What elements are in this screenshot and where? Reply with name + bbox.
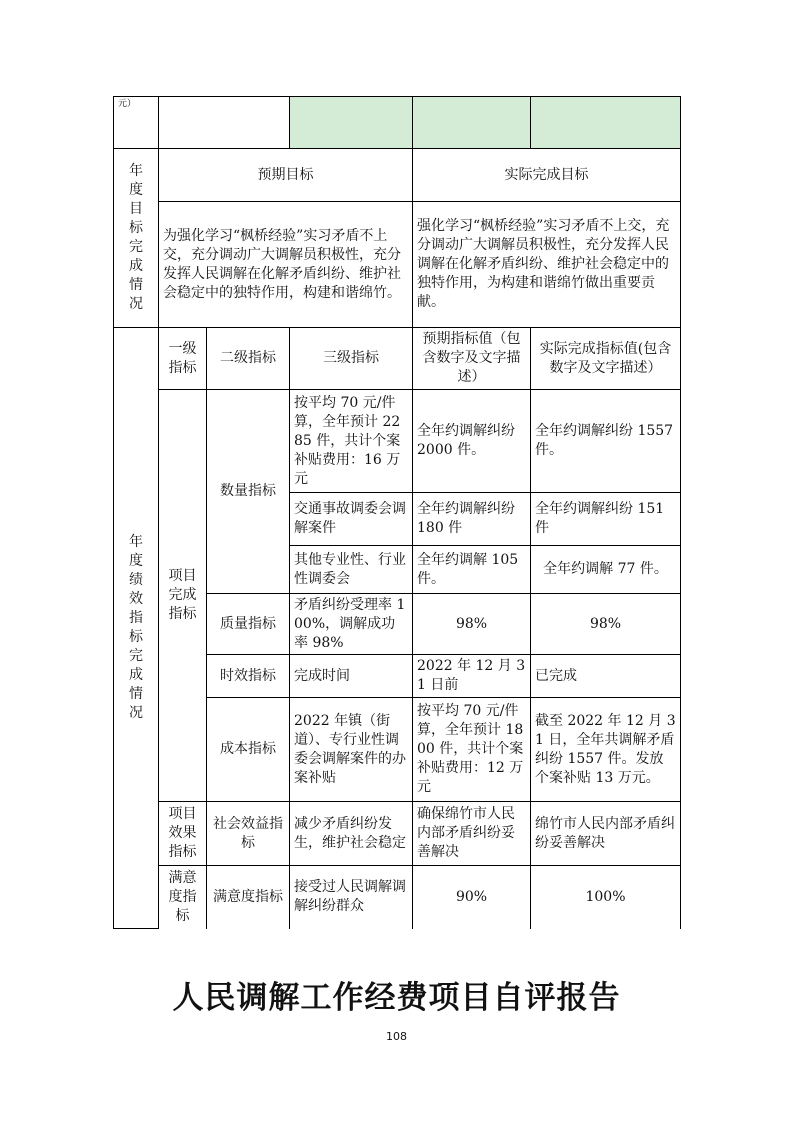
expected-value-header: 预期指标值（包含数字及文字描述） bbox=[413, 328, 531, 390]
level3-cell: 2022 年镇（街道）、专行业性调委会调解案件的办案补贴 bbox=[290, 698, 413, 802]
top-row-green-cell-2 bbox=[413, 97, 531, 149]
table-row bbox=[114, 866, 681, 929]
level3-header: 三级指标 bbox=[290, 328, 413, 390]
performance-side-label: 年 度 绩 效 指 标 完 成 情 况 bbox=[114, 328, 159, 929]
social-benefit-indicator-label: 社会效益指标 bbox=[207, 802, 290, 866]
level3-cell: 减少矛盾纠纷发生，维护社会稳定 bbox=[290, 802, 413, 866]
actual-value-cell: 绵竹市人民内部矛盾纠纷妥善解决 bbox=[531, 802, 681, 866]
satisfaction-indicator-label: 满意度指标 bbox=[207, 866, 290, 929]
level3-cell: 接受过人民调解调解纠纷群众 bbox=[290, 866, 413, 929]
top-row-label: 元） bbox=[114, 97, 159, 149]
effect-group-label: 项目效果指标 bbox=[159, 802, 207, 866]
indicator-header-row bbox=[114, 328, 681, 390]
expected-value-cell: 98% bbox=[413, 594, 531, 655]
expected-value-cell: 按平均 70 元/件算，全年预计 1800 件，共计个案补贴费用：12 万元 bbox=[413, 698, 531, 802]
actual-goal-header: 实际完成目标 bbox=[413, 149, 681, 202]
expected-value-cell: 全年约调解 105 件。 bbox=[413, 546, 531, 594]
top-row-blank-cell bbox=[159, 97, 290, 149]
expected-value-cell: 2022 年 12 月 31 日前 bbox=[413, 655, 531, 698]
expected-value-cell: 确保绵竹市人民内部矛盾纠纷妥善解决 bbox=[413, 802, 531, 866]
goals-content-row bbox=[114, 202, 681, 328]
actual-value-cell: 98% bbox=[531, 594, 681, 655]
quantity-indicator-label: 数量指标 bbox=[207, 390, 290, 594]
actual-value-cell: 100% bbox=[531, 866, 681, 929]
expected-goal-text: 为强化学习“枫桥经验”实习矛盾不上交，充分调动广大调解员积极性，充分发挥人民调解在化解矛盾纠纷、维护社会稳定中的独特作用，构建和谐绵竹。 bbox=[159, 202, 413, 328]
table-row bbox=[114, 390, 681, 493]
cost-indicator-label: 成本指标 bbox=[207, 698, 290, 802]
expected-value-cell: 全年约调解纠纷 180 件 bbox=[413, 493, 531, 546]
expected-value-cell: 全年约调解纠纷 2000 件。 bbox=[413, 390, 531, 493]
timeliness-indicator-label: 时效指标 bbox=[207, 655, 290, 698]
quality-indicator-label: 质量指标 bbox=[207, 594, 290, 655]
level3-cell: 矛盾纠纷受理率 100%，调解成功率 98% bbox=[290, 594, 413, 655]
actual-value-cell: 截至 2022 年 12 月 31 日，全年共调解矛盾纠纷 1557 件。发放个案补贴 13 万元。 bbox=[531, 698, 681, 802]
top-partial-row bbox=[114, 97, 681, 149]
output-group-label: 项目完成指标 bbox=[159, 390, 207, 802]
table-row bbox=[114, 802, 681, 866]
actual-value-header: 实际完成指标值(包含数字及文字描述） bbox=[531, 328, 681, 390]
actual-value-cell: 全年约调解纠纷 151 件 bbox=[531, 493, 681, 546]
level3-cell: 完成时间 bbox=[290, 655, 413, 698]
expected-value-cell: 90% bbox=[413, 866, 531, 929]
goals-header-row bbox=[114, 149, 681, 202]
actual-value-cell: 全年约调解 77 件。 bbox=[531, 546, 681, 594]
report-title: 人民调解工作经费项目自评报告 bbox=[172, 980, 621, 1016]
level3-cell: 交通事故调委会调解案件 bbox=[290, 493, 413, 546]
top-row-green-cell-1 bbox=[290, 97, 413, 149]
top-row-green-cell-3 bbox=[531, 97, 681, 149]
level3-cell: 其他专业性、行业性调委会 bbox=[290, 546, 413, 594]
level3-cell: 按平均 70 元/件算，全年预计 2285 件，共计个案补贴费用：16 万元 bbox=[290, 390, 413, 493]
performance-table bbox=[113, 96, 681, 929]
level1-header: 一级指标 bbox=[159, 328, 207, 390]
actual-value-cell: 全年约调解纠纷 1557 件。 bbox=[531, 390, 681, 493]
satisfaction-group-label: 满意度指标 bbox=[159, 866, 207, 929]
page-number: 108 bbox=[386, 1030, 407, 1043]
actual-value-cell: 已完成 bbox=[531, 655, 681, 698]
goals-side-label: 年 度 目 标 完 成 情 况 bbox=[114, 149, 159, 328]
level2-header: 二级指标 bbox=[207, 328, 290, 390]
actual-goal-text: 强化学习“枫桥经验”实习矛盾不上交，充分调动广大调解员积极性，充分发挥人民调解在化解矛盾纠纷、维护社会稳定中的独特作用，为构建和谐绵竹做出重要贡献。 bbox=[413, 202, 681, 328]
expected-goal-header: 预期目标 bbox=[159, 149, 413, 202]
